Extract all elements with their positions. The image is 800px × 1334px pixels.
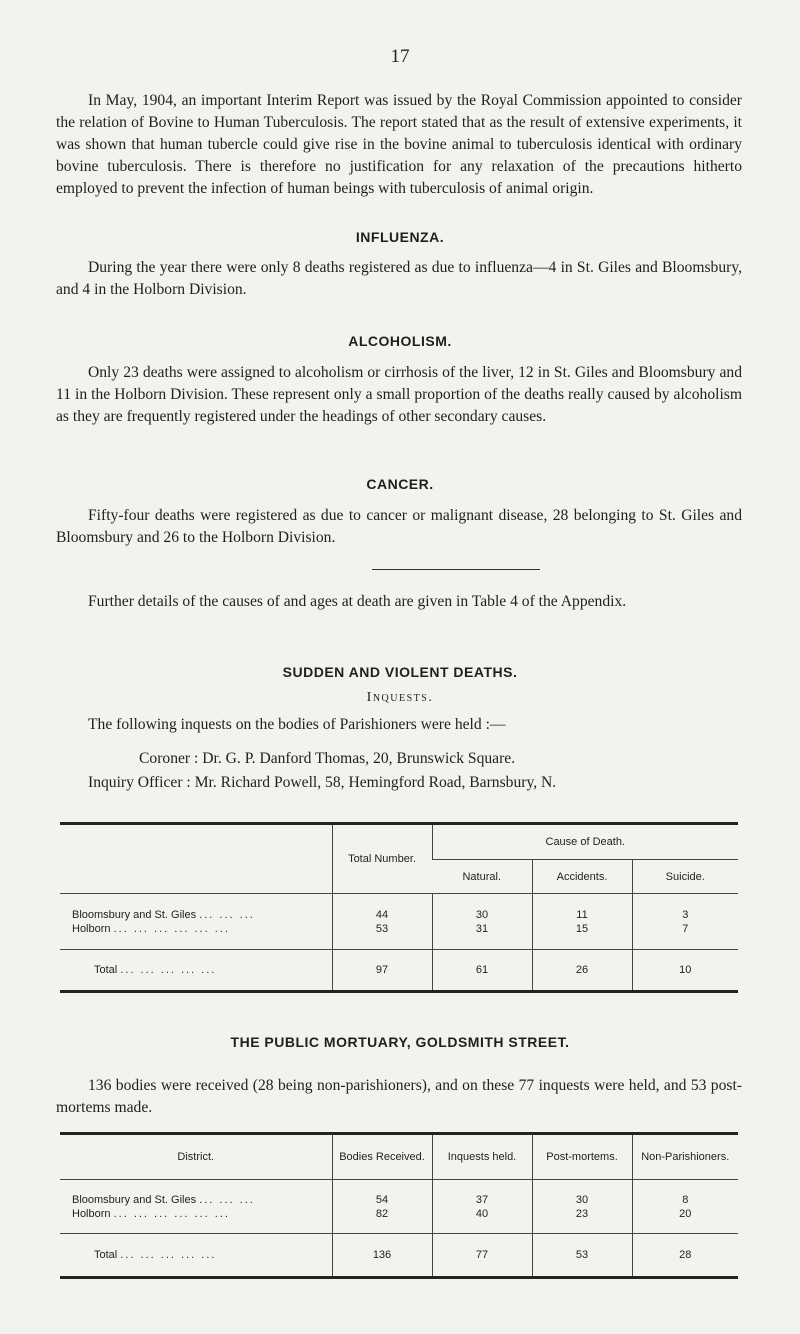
value: 44 — [375, 908, 389, 921]
natural-header: Natural. — [462, 870, 502, 883]
sudden-deaths-heading: SUDDEN AND VIOLENT DEATHS. — [282, 664, 518, 680]
value: 7 — [682, 922, 689, 935]
coroner-value: Dr. G. P. Danford Thomas, 20, Brunswick Square. — [202, 750, 516, 767]
district-name: Bloomsbury and St. Giles — [72, 908, 197, 921]
district-name: Holborn — [72, 1207, 111, 1220]
accidents-total-value: 26 — [532, 950, 632, 992]
total-number-cell — [332, 894, 432, 950]
district-header-blank — [60, 824, 332, 894]
non-parishioners-total-value: 28 — [632, 1234, 738, 1278]
leader-dots: ... ... ... — [199, 908, 255, 921]
inquiry-officer-value: Mr. Richard Powell, 58, Hemingford Road, Barnsbury, N. — [194, 774, 557, 791]
accidents-header: Accidents. — [532, 860, 632, 894]
value: 15 — [575, 922, 589, 935]
value: 23 — [575, 1207, 589, 1220]
value: 11 — [576, 908, 588, 921]
total-label-cell — [60, 1234, 332, 1278]
total-label: Total — [94, 964, 118, 976]
total-label-cell — [60, 950, 332, 992]
accidents-cell — [532, 894, 632, 950]
district-cell — [60, 1180, 332, 1234]
district-name: Holborn — [72, 922, 111, 935]
non-parishioners-cell — [632, 1180, 738, 1234]
non-parishioners-header: Non-Parishioners. — [632, 1134, 738, 1180]
inquiry-officer-label: Inquiry Officer : — [88, 774, 191, 791]
table-row — [60, 1180, 738, 1234]
mortuary-paragraph: 136 bodies were received (28 being non-parishioners), and on these 77 inquests were held, and 53 post-mortems made. — [56, 1077, 742, 1116]
influenza-paragraph: During the year there were only 8 deaths registered as due to influenza—4 in St. Giles and Bloomsbury, and 4 in the Holborn Division. — [56, 259, 742, 298]
value: 20 — [679, 1207, 692, 1220]
value: 53 — [375, 922, 389, 935]
coroner-line — [139, 750, 515, 768]
district-cell — [60, 894, 332, 950]
leader-dots: ... ... ... ... ... ... — [113, 1207, 230, 1220]
value: 30 — [475, 908, 489, 921]
suicide-cell — [632, 894, 738, 950]
leader-dots: ... ... ... ... ... ... — [113, 922, 230, 935]
inquests-intro: The following inquests on the bodies of Parishioners were held :— — [88, 716, 506, 733]
suicide-total-value: 10 — [632, 950, 738, 992]
bodies-received-header: Bodies Received. — [332, 1134, 432, 1180]
value: 40 — [475, 1207, 489, 1220]
alcoholism-heading: ALCOHOLISM. — [348, 333, 452, 349]
inquests-subheading: Inquests. — [366, 690, 434, 705]
total-label: Total — [94, 1249, 118, 1261]
inquests-held-cell — [432, 1180, 532, 1234]
cause-of-death-header: Cause of Death. — [432, 824, 738, 860]
section-divider — [372, 569, 540, 570]
influenza-heading: INFLUENZA. — [355, 229, 445, 245]
value: 54 — [375, 1193, 389, 1206]
post-mortems-total-value: 53 — [532, 1234, 632, 1278]
value: 30 — [575, 1193, 589, 1206]
post-mortems-header: Post-mortems. — [532, 1134, 632, 1180]
total-number-value: 97 — [332, 950, 432, 992]
total-number-header: Total Number. — [332, 824, 432, 894]
further-details-paragraph: Further details of the causes of and ages at death are given in Table 4 of the Appendix. — [88, 593, 627, 610]
inquests-table — [60, 822, 738, 993]
tuberculosis-paragraph: In May, 1904, an important Interim Report was issued by the Royal Commission appointed to consider the relation of Bovine to Human Tuberculosis. The report stated that as the result of extensive experiments, it was shown that human tubercle could give rise in the bovine animal to tuberculosis identical with ordinary bovine tuberculosis. There is therefore no justification for any relaxation of the precautions hitherto employed to prevent the infection of human beings with tuberculosis of animal origin. — [56, 92, 742, 197]
total-row — [60, 1234, 738, 1278]
bodies-total-value: 136 — [332, 1234, 432, 1278]
district-name: Bloomsbury and St. Giles — [72, 1193, 197, 1206]
post-mortems-cell — [532, 1180, 632, 1234]
bodies-received-cell — [332, 1180, 432, 1234]
value: 31 — [475, 922, 489, 935]
mortuary-table — [60, 1132, 738, 1279]
cancer-heading: CANCER. — [366, 476, 434, 492]
cancer-paragraph: Fifty-four deaths were registered as due to cancer or malignant disease, 28 belonging to St. Giles and Bloomsbury and 26 to the Holborn Division. — [56, 507, 742, 546]
inquiry-officer-line — [88, 774, 556, 792]
total-row — [60, 950, 738, 992]
value: 82 — [375, 1207, 389, 1220]
value: 37 — [475, 1193, 489, 1206]
table-row — [60, 894, 738, 950]
inquests-held-header: Inquests held. — [432, 1134, 532, 1180]
mortuary-heading: THE PUBLIC MORTUARY, GOLDSMITH STREET. — [230, 1034, 570, 1050]
natural-total-value: 61 — [432, 950, 532, 992]
alcoholism-paragraph: Only 23 deaths were assigned to alcoholism or cirrhosis of the liver, 12 in St. Giles and Bloomsbury and 11 in the Holborn Division. These represent only a small proportion of the deaths really caused by alcoholism as they are frequently registered under the headings of other secondary causes. — [56, 364, 742, 425]
coroner-label: Coroner : — [139, 750, 199, 767]
value: 8 — [682, 1193, 689, 1206]
value: 3 — [682, 908, 689, 921]
inquests-total-value: 77 — [432, 1234, 532, 1278]
district-header: District. — [60, 1134, 332, 1180]
leader-dots: ... ... ... — [199, 1193, 255, 1206]
page-number: 17 — [390, 46, 410, 67]
natural-cell — [432, 894, 532, 950]
leader-dots: ... ... ... ... ... — [120, 964, 217, 976]
suicide-header: Suicide. — [632, 860, 738, 894]
leader-dots: ... ... ... ... ... — [120, 1249, 217, 1261]
